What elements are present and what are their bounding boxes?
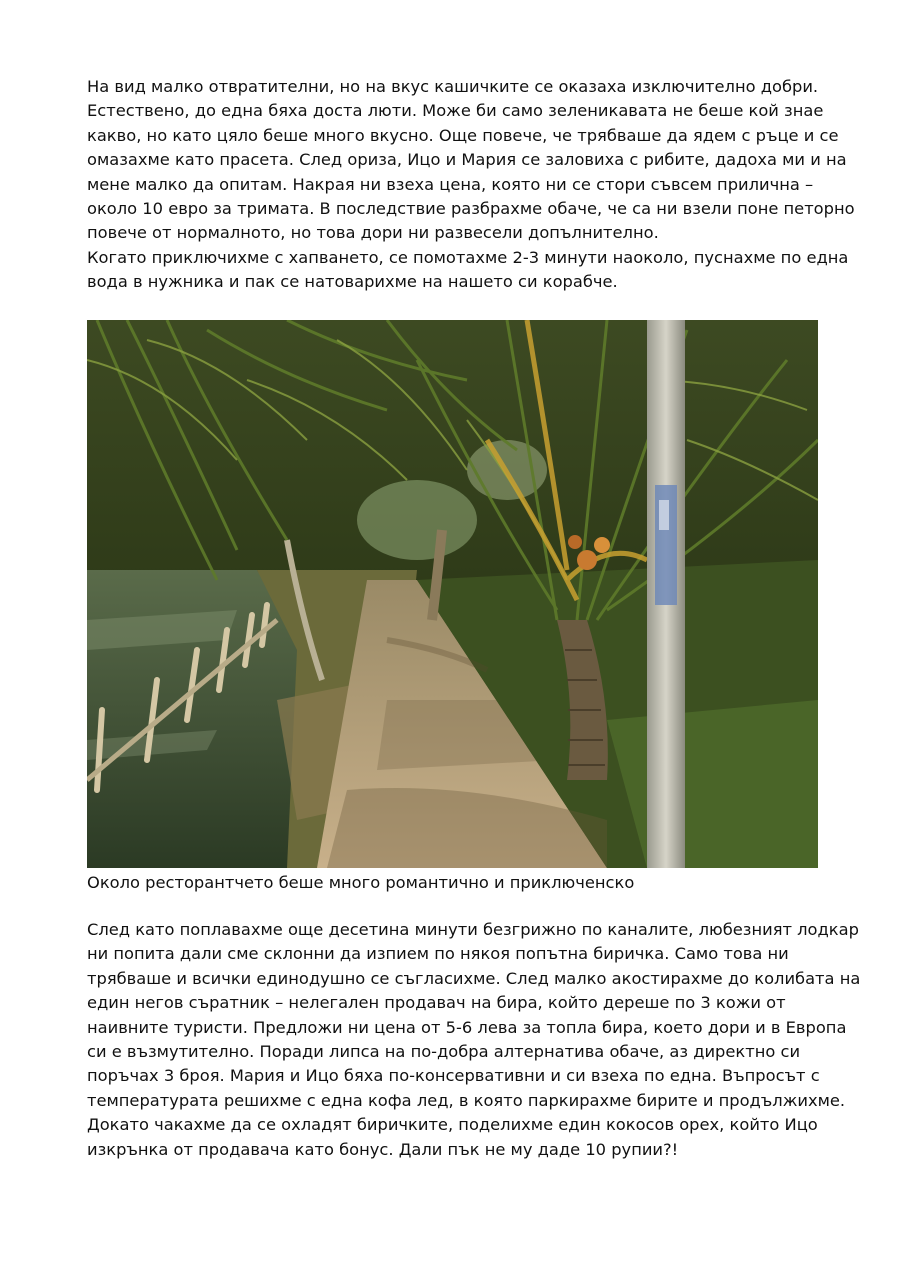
text-line: какво, но като цяло беше много вкусно. Още повече, че трябваше да ядем с ръце и се	[87, 125, 839, 145]
paragraph-restaurant	[87, 75, 855, 295]
photo-illustration	[87, 320, 818, 868]
text-line: трябваше и всички единодушно се съгласихме. След малко акостирахме до колибата на	[87, 968, 861, 988]
text-line: Докато чакахме да се охладят биричките, поделихме един кокосов орех, който Ицо	[87, 1115, 818, 1135]
text-line: На вид малко отвратителни, но на вкус кашичките се оказаха изключително добри.	[87, 77, 819, 96]
text-line: повече от нормалното, но това дори ни развесели допълнително.	[87, 223, 659, 243]
photo-caption: Около ресторантчето беше много романтично и приключенско	[87, 873, 635, 892]
text-line: един негов съратник – нелегален продавач на бира, който дереше по 3 кожи от	[87, 993, 786, 1013]
text-line: си е възмутително. Поради липса на по-добра алтернатива обаче, аз директно си	[87, 1042, 801, 1062]
text-line: около 10 евро за тримата. В последствие разбрахме обаче, че са ни взели поне петорно	[87, 199, 855, 219]
text-line: ни попита дали сме склонни да изпием по някоя попътна биричка. Само това ни	[87, 944, 789, 964]
paragraph-beer	[87, 918, 861, 1162]
text-line: омазахме като прасета. След ориза, Ицо и Мария се заловиха с рибите, дадоха ми и на	[87, 150, 847, 170]
text-line: Когато приключихме с хапването, се помотахме 2-3 минути наоколо, пуснахме по една	[87, 247, 849, 267]
text-line: изкрънка от продавача като бонус. Дали пък не му даде 10 рупии?!	[87, 1139, 679, 1159]
text-line: вода в нужника и пак се натоварихме на нашето си корабче.	[87, 272, 618, 292]
text-line: След като поплавахме още десетина минути безгрижно по каналите, любезният лодкар	[87, 920, 859, 939]
palm-path-photo	[87, 320, 818, 868]
text-line: Естествено, до една бяха доста люти. Може би само зеленикавата не беше кой знае	[87, 101, 824, 121]
text-line: температурата решихме с една кофа лед, в която паркирахме бирите и продължихме.	[87, 1090, 846, 1110]
text-line: наивните туристи. Предложи ни цена от 5-6 лева за топла бира, което дори и в Европа	[87, 1017, 847, 1037]
text-line: поръчах 3 броя. Мария и Ицо бяха по-консервативни и си взеха по една. Въпросът с	[87, 1066, 820, 1086]
text-line: мене малко да опитам. Накрая ни взеха цена, която ни се стори съвсем прилична –	[87, 174, 814, 194]
